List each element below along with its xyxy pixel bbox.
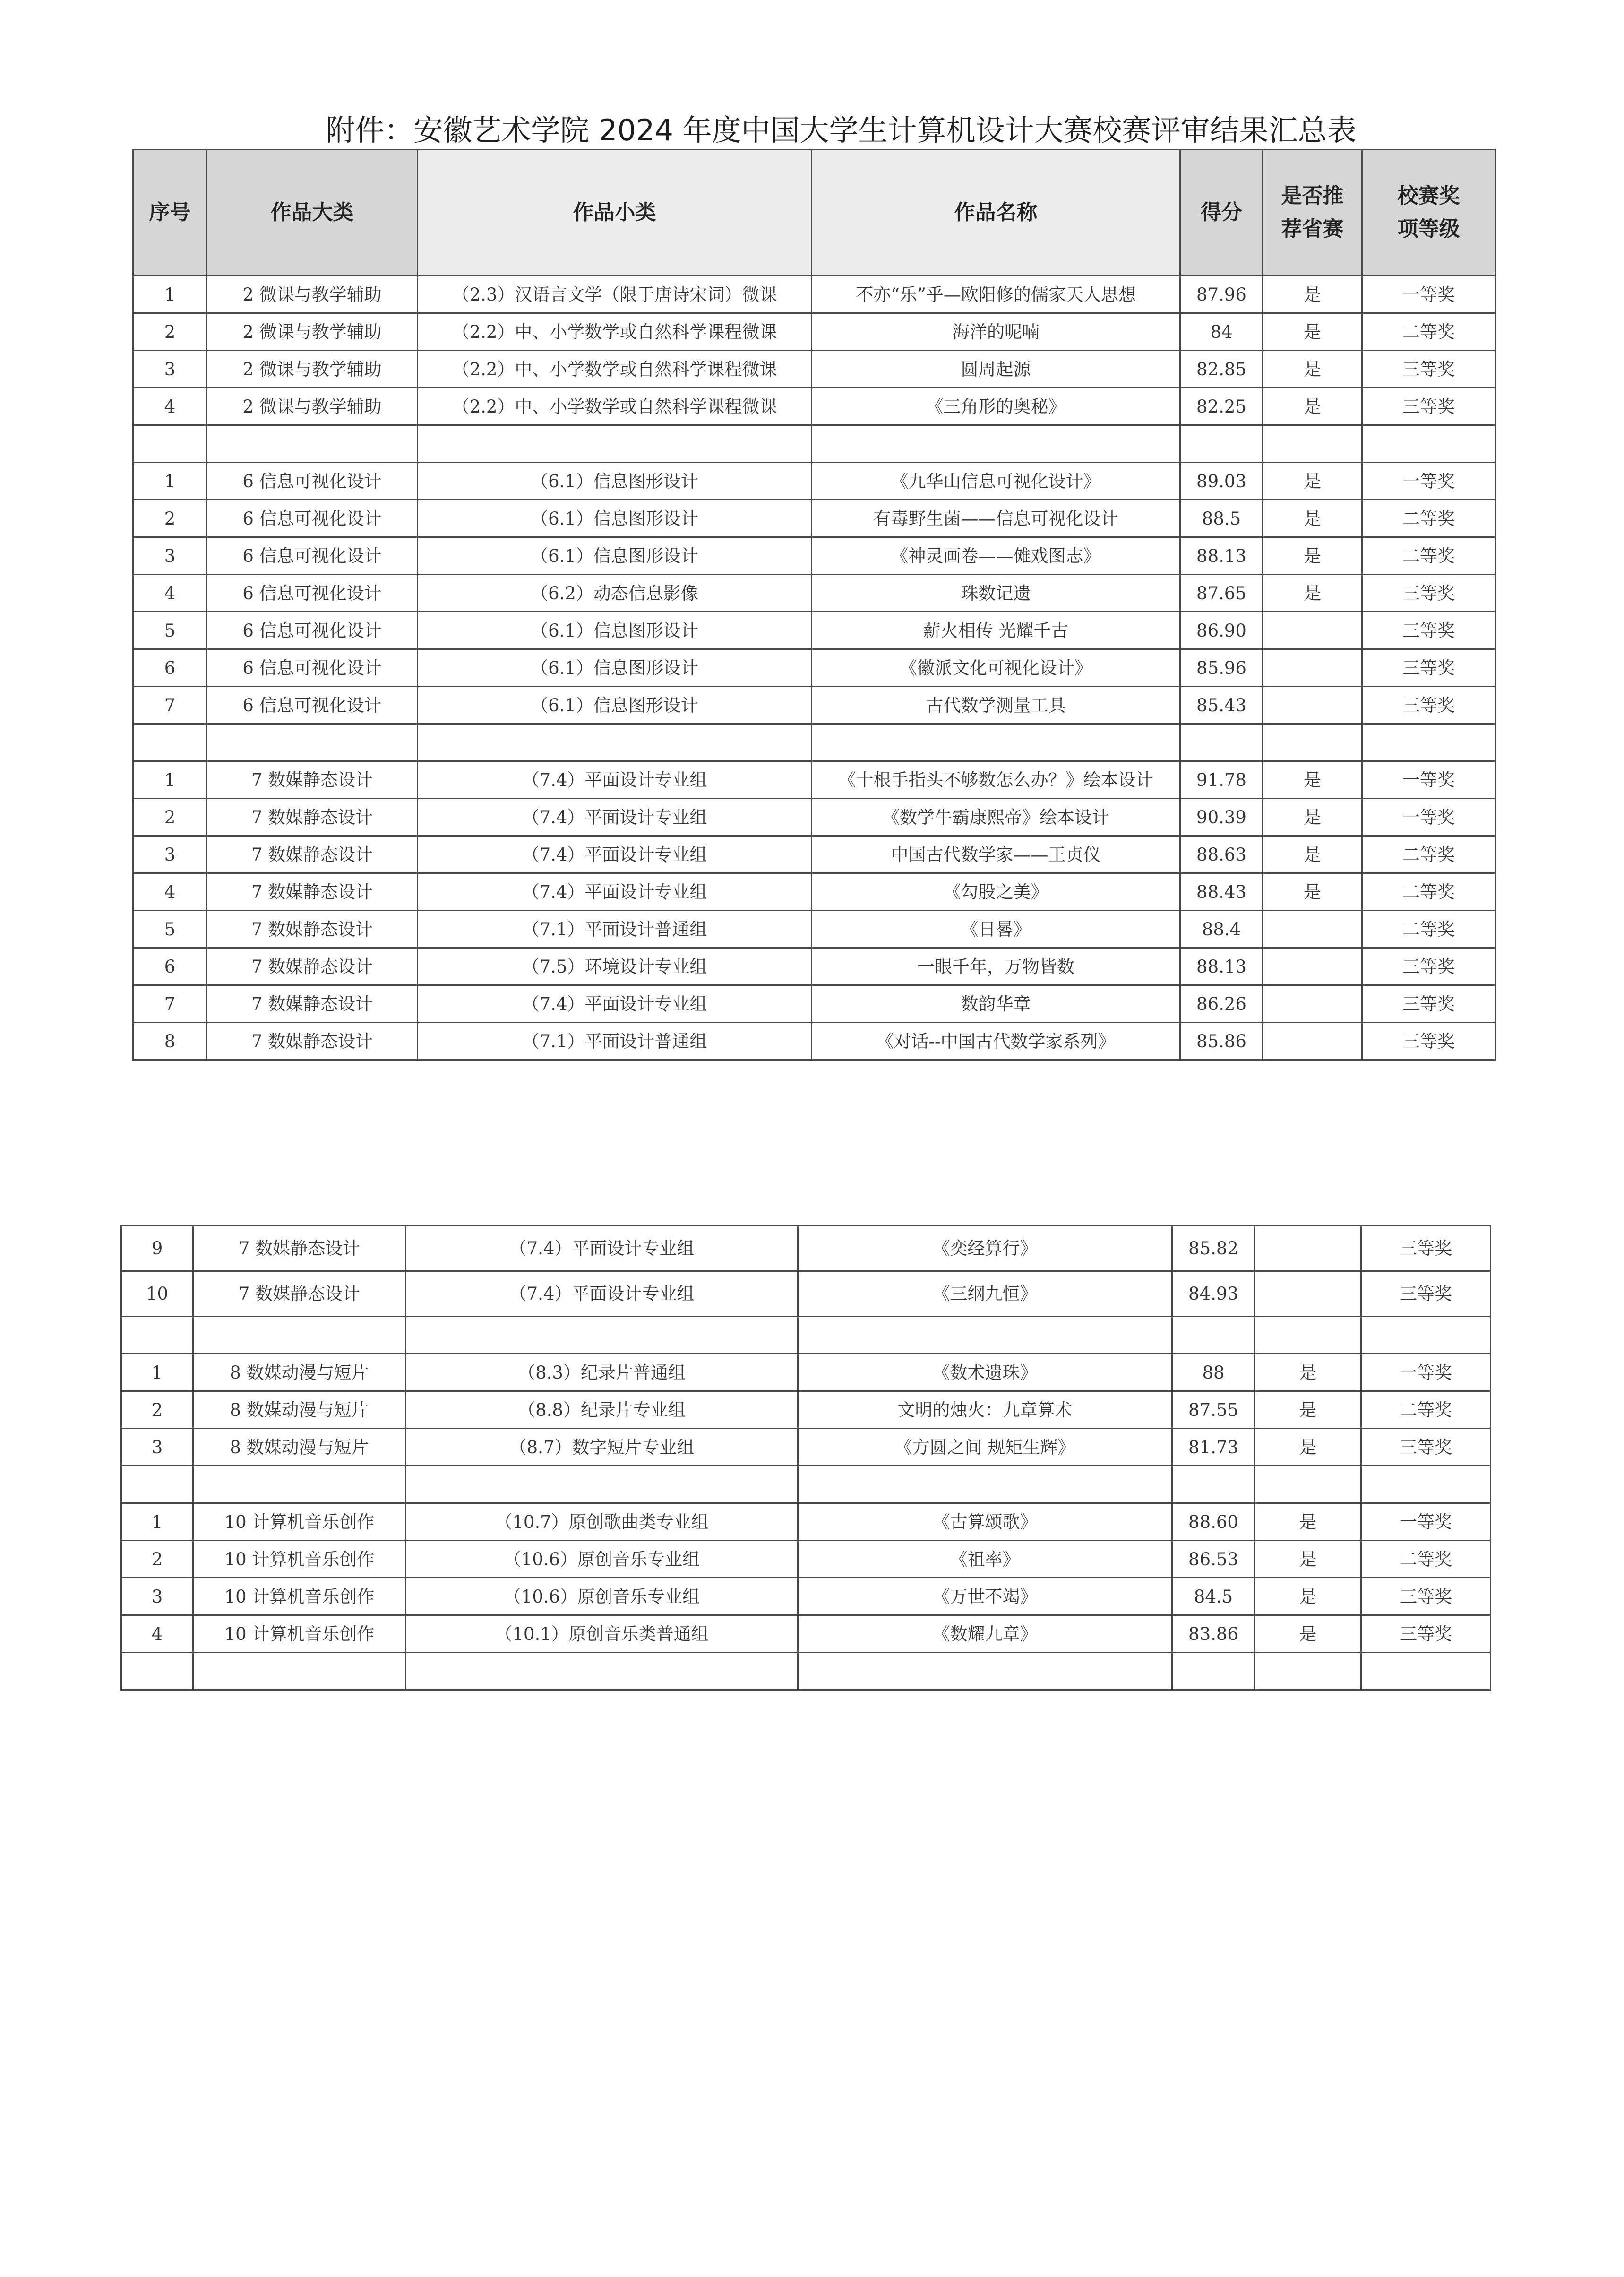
cell-category: 10 计算机音乐创作 bbox=[193, 1503, 406, 1541]
cell-subcategory: （10.1）原创音乐类普通组 bbox=[406, 1615, 798, 1653]
cell-subcategory: （10.6）原创音乐专业组 bbox=[406, 1578, 798, 1615]
table-row bbox=[121, 1541, 1491, 1578]
cell-seq: 3 bbox=[133, 836, 207, 873]
empty-cell bbox=[193, 1466, 406, 1503]
empty-cell bbox=[1255, 1466, 1361, 1503]
cell-award: 三等奖 bbox=[1361, 1615, 1491, 1653]
cell-name: 《九华山信息可视化设计》 bbox=[812, 463, 1180, 500]
cell-award: 一等奖 bbox=[1362, 761, 1495, 799]
empty-cell bbox=[121, 1317, 193, 1354]
cell-recommend: 是 bbox=[1263, 500, 1362, 537]
cell-name: 《数耀九章》 bbox=[798, 1615, 1172, 1653]
cell-score: 84.5 bbox=[1172, 1578, 1255, 1615]
cell-seq: 7 bbox=[133, 687, 207, 724]
table-row bbox=[133, 1023, 1495, 1060]
cell-recommend: 是 bbox=[1263, 575, 1362, 612]
results-table-bottom bbox=[120, 1225, 1491, 1690]
table-row bbox=[121, 1354, 1491, 1391]
table-row bbox=[133, 612, 1495, 649]
cell-seq: 4 bbox=[121, 1615, 193, 1653]
cell-score: 85.96 bbox=[1180, 649, 1263, 687]
cell-category: 2 微课与教学辅助 bbox=[207, 276, 418, 313]
cell-award: 一等奖 bbox=[1362, 276, 1495, 313]
cell-name: 珠数记遗 bbox=[812, 575, 1180, 612]
table-row bbox=[133, 836, 1495, 873]
cell-name: 中国古代数学家——王贞仪 bbox=[812, 836, 1180, 873]
table-row bbox=[133, 985, 1495, 1023]
cell-seq: 6 bbox=[133, 649, 207, 687]
table-row bbox=[121, 1271, 1491, 1317]
cell-score: 91.78 bbox=[1180, 761, 1263, 799]
cell-seq: 2 bbox=[133, 500, 207, 537]
cell-category: 6 信息可视化设计 bbox=[207, 575, 418, 612]
header-score: 得分 bbox=[1180, 150, 1263, 276]
cell-subcategory: （7.4）平面设计专业组 bbox=[418, 836, 812, 873]
cell-subcategory: （7.4）平面设计专业组 bbox=[418, 761, 812, 799]
table-row bbox=[133, 537, 1495, 575]
cell-award: 二等奖 bbox=[1362, 873, 1495, 911]
cell-score: 88.5 bbox=[1180, 500, 1263, 537]
cell-recommend bbox=[1263, 948, 1362, 985]
empty-cell bbox=[1362, 724, 1495, 761]
empty-cell bbox=[798, 1653, 1172, 1690]
cell-recommend: 是 bbox=[1255, 1391, 1361, 1429]
cell-recommend bbox=[1263, 612, 1362, 649]
cell-subcategory: （7.4）平面设计专业组 bbox=[418, 799, 812, 836]
empty-cell bbox=[1172, 1653, 1255, 1690]
cell-recommend: 是 bbox=[1263, 388, 1362, 425]
header-recommend bbox=[1263, 150, 1362, 276]
empty-cell bbox=[418, 724, 812, 761]
header-award-line2: 项等级 bbox=[1397, 217, 1460, 241]
cell-category: 10 计算机音乐创作 bbox=[193, 1578, 406, 1615]
cell-subcategory: （7.4）平面设计专业组 bbox=[406, 1271, 798, 1317]
cell-seq: 5 bbox=[133, 911, 207, 948]
cell-recommend: 是 bbox=[1263, 463, 1362, 500]
cell-seq: 3 bbox=[133, 351, 207, 388]
cell-score: 88.4 bbox=[1180, 911, 1263, 948]
empty-cell bbox=[418, 425, 812, 463]
cell-subcategory: （7.4）平面设计专业组 bbox=[418, 985, 812, 1023]
cell-subcategory: （2.2）中、小学数学或自然科学课程微课 bbox=[418, 388, 812, 425]
cell-seq: 3 bbox=[121, 1578, 193, 1615]
cell-subcategory: （6.1）信息图形设计 bbox=[418, 463, 812, 500]
empty-cell bbox=[207, 425, 418, 463]
cell-seq: 5 bbox=[133, 612, 207, 649]
cell-seq: 4 bbox=[133, 873, 207, 911]
page-title: 附件：安徽艺术学院 2024 年度中国大学生计算机设计大赛校赛评审结果汇总表 bbox=[326, 113, 1357, 147]
cell-award: 二等奖 bbox=[1362, 836, 1495, 873]
cell-seq: 7 bbox=[133, 985, 207, 1023]
cell-subcategory: （6.1）信息图形设计 bbox=[418, 649, 812, 687]
cell-seq: 1 bbox=[121, 1503, 193, 1541]
cell-recommend bbox=[1263, 649, 1362, 687]
cell-name: 薪火相传 光耀千古 bbox=[812, 612, 1180, 649]
cell-score: 86.53 bbox=[1172, 1541, 1255, 1578]
cell-score: 90.39 bbox=[1180, 799, 1263, 836]
cell-category: 7 数媒静态设计 bbox=[207, 799, 418, 836]
cell-seq: 2 bbox=[133, 313, 207, 351]
cell-recommend: 是 bbox=[1263, 313, 1362, 351]
table-row bbox=[121, 1226, 1491, 1271]
empty-cell bbox=[812, 724, 1180, 761]
cell-score: 88.43 bbox=[1180, 873, 1263, 911]
cell-name: 《祖率》 bbox=[798, 1541, 1172, 1578]
table-row bbox=[133, 351, 1495, 388]
header-subcategory: 作品小类 bbox=[418, 150, 812, 276]
header-row bbox=[133, 150, 1495, 276]
cell-score: 87.96 bbox=[1180, 276, 1263, 313]
cell-category: 7 数媒静态设计 bbox=[207, 1023, 418, 1060]
cell-award: 三等奖 bbox=[1362, 575, 1495, 612]
cell-category: 6 信息可视化设计 bbox=[207, 463, 418, 500]
cell-seq: 3 bbox=[121, 1429, 193, 1466]
header-award-line1: 校赛奖 bbox=[1397, 183, 1460, 208]
table-row bbox=[121, 1429, 1491, 1466]
empty-cell bbox=[1361, 1653, 1491, 1690]
cell-award: 一等奖 bbox=[1362, 799, 1495, 836]
cell-category: 7 数媒静态设计 bbox=[193, 1271, 406, 1317]
cell-name: 《数术遗珠》 bbox=[798, 1354, 1172, 1391]
empty-cell bbox=[121, 1653, 193, 1690]
table-row bbox=[133, 313, 1495, 351]
table-row bbox=[121, 1578, 1491, 1615]
cell-recommend: 是 bbox=[1263, 537, 1362, 575]
spacer-row bbox=[121, 1466, 1491, 1503]
cell-score: 89.03 bbox=[1180, 463, 1263, 500]
cell-award: 三等奖 bbox=[1362, 985, 1495, 1023]
cell-name: 数韵华章 bbox=[812, 985, 1180, 1023]
cell-recommend: 是 bbox=[1255, 1615, 1361, 1653]
cell-subcategory: （7.4）平面设计专业组 bbox=[406, 1226, 798, 1271]
cell-category: 2 微课与教学辅助 bbox=[207, 313, 418, 351]
table-row bbox=[121, 1503, 1491, 1541]
table-row bbox=[133, 463, 1495, 500]
table-row bbox=[133, 388, 1495, 425]
cell-category: 6 信息可视化设计 bbox=[207, 500, 418, 537]
cell-name: 《三角形的奥秘》 bbox=[812, 388, 1180, 425]
cell-category: 6 信息可视化设计 bbox=[207, 612, 418, 649]
empty-cell bbox=[1263, 425, 1362, 463]
cell-subcategory: （6.2）动态信息影像 bbox=[418, 575, 812, 612]
table-row bbox=[133, 873, 1495, 911]
table-row bbox=[133, 761, 1495, 799]
cell-name: 有毒野生菌——信息可视化设计 bbox=[812, 500, 1180, 537]
empty-cell bbox=[207, 724, 418, 761]
cell-score: 87.55 bbox=[1172, 1391, 1255, 1429]
cell-category: 8 数媒动漫与短片 bbox=[193, 1429, 406, 1466]
cell-award: 三等奖 bbox=[1361, 1578, 1491, 1615]
cell-subcategory: （7.1）平面设计普通组 bbox=[418, 1023, 812, 1060]
cell-recommend: 是 bbox=[1255, 1429, 1361, 1466]
empty-cell bbox=[406, 1653, 798, 1690]
empty-cell bbox=[193, 1653, 406, 1690]
cell-seq: 8 bbox=[133, 1023, 207, 1060]
cell-subcategory: （7.4）平面设计专业组 bbox=[418, 873, 812, 911]
cell-subcategory: （8.8）纪录片专业组 bbox=[406, 1391, 798, 1429]
cell-award: 三等奖 bbox=[1362, 649, 1495, 687]
cell-subcategory: （7.5）环境设计专业组 bbox=[418, 948, 812, 985]
results-table-top bbox=[132, 149, 1496, 1061]
cell-category: 6 信息可视化设计 bbox=[207, 649, 418, 687]
cell-award: 三等奖 bbox=[1362, 1023, 1495, 1060]
cell-score: 84 bbox=[1180, 313, 1263, 351]
empty-cell bbox=[406, 1317, 798, 1354]
cell-name: 古代数学测量工具 bbox=[812, 687, 1180, 724]
empty-cell bbox=[1361, 1317, 1491, 1354]
cell-name: 《数学牛霸康熙帝》绘本设计 bbox=[812, 799, 1180, 836]
cell-award: 二等奖 bbox=[1361, 1391, 1491, 1429]
spacer-row bbox=[133, 724, 1495, 761]
cell-category: 7 数媒静态设计 bbox=[207, 948, 418, 985]
cell-category: 7 数媒静态设计 bbox=[207, 985, 418, 1023]
cell-award: 一等奖 bbox=[1361, 1354, 1491, 1391]
cell-award: 二等奖 bbox=[1362, 313, 1495, 351]
cell-award: 三等奖 bbox=[1362, 687, 1495, 724]
cell-name: 不亦“乐”乎—欧阳修的儒家天人思想 bbox=[812, 276, 1180, 313]
cell-seq: 1 bbox=[133, 463, 207, 500]
cell-name: 《日晷》 bbox=[812, 911, 1180, 948]
cell-subcategory: （6.1）信息图形设计 bbox=[418, 612, 812, 649]
cell-seq: 1 bbox=[133, 276, 207, 313]
cell-seq: 4 bbox=[133, 388, 207, 425]
cell-recommend bbox=[1263, 911, 1362, 948]
cell-subcategory: （2.2）中、小学数学或自然科学课程微课 bbox=[418, 313, 812, 351]
cell-recommend: 是 bbox=[1263, 351, 1362, 388]
cell-award: 二等奖 bbox=[1361, 1541, 1491, 1578]
table-row bbox=[121, 1615, 1491, 1653]
cell-name: 《神灵画卷——傩戏图志》 bbox=[812, 537, 1180, 575]
cell-subcategory: （6.1）信息图形设计 bbox=[418, 500, 812, 537]
cell-name: 《奕经算行》 bbox=[798, 1226, 1172, 1271]
cell-award: 二等奖 bbox=[1362, 500, 1495, 537]
cell-subcategory: （6.1）信息图形设计 bbox=[418, 537, 812, 575]
spacer-row bbox=[133, 425, 1495, 463]
cell-subcategory: （2.3）汉语言文学（限于唐诗宋词）微课 bbox=[418, 276, 812, 313]
spacer-row bbox=[121, 1653, 1491, 1690]
cell-name: 《万世不竭》 bbox=[798, 1578, 1172, 1615]
cell-category: 2 微课与教学辅助 bbox=[207, 388, 418, 425]
cell-name: 《三纲九恒》 bbox=[798, 1271, 1172, 1317]
cell-recommend: 是 bbox=[1263, 276, 1362, 313]
cell-recommend: 是 bbox=[1255, 1354, 1361, 1391]
cell-score: 81.73 bbox=[1172, 1429, 1255, 1466]
empty-cell bbox=[1172, 1317, 1255, 1354]
empty-cell bbox=[798, 1466, 1172, 1503]
cell-score: 85.43 bbox=[1180, 687, 1263, 724]
cell-category: 7 数媒静态设计 bbox=[207, 761, 418, 799]
cell-score: 85.82 bbox=[1172, 1226, 1255, 1271]
header-name: 作品名称 bbox=[812, 150, 1180, 276]
cell-score: 87.65 bbox=[1180, 575, 1263, 612]
cell-award: 一等奖 bbox=[1361, 1503, 1491, 1541]
cell-recommend bbox=[1255, 1271, 1361, 1317]
cell-seq: 1 bbox=[133, 761, 207, 799]
table-row bbox=[133, 799, 1495, 836]
cell-subcategory: （7.1）平面设计普通组 bbox=[418, 911, 812, 948]
cell-recommend: 是 bbox=[1255, 1503, 1361, 1541]
table-row bbox=[133, 276, 1495, 313]
cell-award: 一等奖 bbox=[1362, 463, 1495, 500]
cell-subcategory: （10.6）原创音乐专业组 bbox=[406, 1541, 798, 1578]
cell-seq: 4 bbox=[133, 575, 207, 612]
cell-award: 二等奖 bbox=[1362, 911, 1495, 948]
empty-cell bbox=[1180, 425, 1263, 463]
empty-cell bbox=[121, 1466, 193, 1503]
cell-score: 85.86 bbox=[1180, 1023, 1263, 1060]
table-row bbox=[133, 649, 1495, 687]
cell-seq: 1 bbox=[121, 1354, 193, 1391]
cell-score: 86.90 bbox=[1180, 612, 1263, 649]
empty-cell bbox=[1263, 724, 1362, 761]
empty-cell bbox=[193, 1317, 406, 1354]
cell-name: 一眼千年，万物皆数 bbox=[812, 948, 1180, 985]
empty-cell bbox=[1255, 1653, 1361, 1690]
cell-seq: 2 bbox=[133, 799, 207, 836]
header-category: 作品大类 bbox=[207, 150, 418, 276]
cell-category: 6 信息可视化设计 bbox=[207, 537, 418, 575]
table-row bbox=[133, 948, 1495, 985]
empty-cell bbox=[1255, 1317, 1361, 1354]
cell-recommend: 是 bbox=[1263, 836, 1362, 873]
empty-cell bbox=[1180, 724, 1263, 761]
table-row bbox=[121, 1391, 1491, 1429]
cell-category: 6 信息可视化设计 bbox=[207, 687, 418, 724]
table-row bbox=[133, 687, 1495, 724]
cell-category: 2 微课与教学辅助 bbox=[207, 351, 418, 388]
cell-score: 88.63 bbox=[1180, 836, 1263, 873]
cell-name: 《徽派文化可视化设计》 bbox=[812, 649, 1180, 687]
cell-recommend: 是 bbox=[1255, 1578, 1361, 1615]
cell-score: 88.13 bbox=[1180, 537, 1263, 575]
header-recommend-line2: 荐省赛 bbox=[1281, 217, 1344, 241]
cell-award: 三等奖 bbox=[1362, 388, 1495, 425]
table-row bbox=[133, 575, 1495, 612]
cell-recommend: 是 bbox=[1263, 799, 1362, 836]
cell-recommend bbox=[1255, 1226, 1361, 1271]
cell-score: 83.86 bbox=[1172, 1615, 1255, 1653]
cell-award: 二等奖 bbox=[1362, 537, 1495, 575]
empty-cell bbox=[1172, 1466, 1255, 1503]
cell-recommend bbox=[1263, 1023, 1362, 1060]
cell-name: 《勾股之美》 bbox=[812, 873, 1180, 911]
cell-subcategory: （10.7）原创歌曲类专业组 bbox=[406, 1503, 798, 1541]
cell-name: 海洋的呢喃 bbox=[812, 313, 1180, 351]
cell-name: 《对话--中国古代数学家系列》 bbox=[812, 1023, 1180, 1060]
cell-category: 10 计算机音乐创作 bbox=[193, 1615, 406, 1653]
cell-score: 88.13 bbox=[1180, 948, 1263, 985]
cell-category: 7 数媒静态设计 bbox=[207, 911, 418, 948]
empty-cell bbox=[1362, 425, 1495, 463]
cell-recommend bbox=[1263, 985, 1362, 1023]
cell-name: 文明的烛火：九章算术 bbox=[798, 1391, 1172, 1429]
cell-score: 82.85 bbox=[1180, 351, 1263, 388]
empty-cell bbox=[1361, 1466, 1491, 1503]
cell-award: 三等奖 bbox=[1361, 1271, 1491, 1317]
cell-recommend: 是 bbox=[1263, 873, 1362, 911]
cell-seq: 6 bbox=[133, 948, 207, 985]
empty-cell bbox=[798, 1317, 1172, 1354]
cell-award: 三等奖 bbox=[1362, 948, 1495, 985]
cell-seq: 2 bbox=[121, 1391, 193, 1429]
cell-recommend bbox=[1263, 687, 1362, 724]
cell-award: 三等奖 bbox=[1362, 612, 1495, 649]
table-row bbox=[133, 911, 1495, 948]
cell-seq: 10 bbox=[121, 1271, 193, 1317]
cell-name: 《十根手指头不够数怎么办？》绘本设计 bbox=[812, 761, 1180, 799]
cell-award: 三等奖 bbox=[1361, 1429, 1491, 1466]
header-seq: 序号 bbox=[133, 150, 207, 276]
cell-category: 7 数媒静态设计 bbox=[207, 873, 418, 911]
empty-cell bbox=[133, 425, 207, 463]
cell-name: 圆周起源 bbox=[812, 351, 1180, 388]
cell-recommend: 是 bbox=[1255, 1541, 1361, 1578]
empty-cell bbox=[812, 425, 1180, 463]
spacer-row bbox=[121, 1317, 1491, 1354]
cell-category: 8 数媒动漫与短片 bbox=[193, 1391, 406, 1429]
cell-award: 三等奖 bbox=[1362, 351, 1495, 388]
cell-recommend: 是 bbox=[1263, 761, 1362, 799]
cell-award: 三等奖 bbox=[1361, 1226, 1491, 1271]
cell-name: 《古算颂歌》 bbox=[798, 1503, 1172, 1541]
cell-subcategory: （8.3）纪录片普通组 bbox=[406, 1354, 798, 1391]
cell-seq: 2 bbox=[121, 1541, 193, 1578]
cell-score: 88 bbox=[1172, 1354, 1255, 1391]
cell-subcategory: （8.7）数字短片专业组 bbox=[406, 1429, 798, 1466]
cell-score: 82.25 bbox=[1180, 388, 1263, 425]
cell-subcategory: （6.1）信息图形设计 bbox=[418, 687, 812, 724]
cell-subcategory: （2.2）中、小学数学或自然科学课程微课 bbox=[418, 351, 812, 388]
cell-seq: 9 bbox=[121, 1226, 193, 1271]
header-award bbox=[1362, 150, 1495, 276]
cell-score: 88.60 bbox=[1172, 1503, 1255, 1541]
cell-seq: 3 bbox=[133, 537, 207, 575]
cell-category: 7 数媒静态设计 bbox=[207, 836, 418, 873]
cell-category: 8 数媒动漫与短片 bbox=[193, 1354, 406, 1391]
header-recommend-line1: 是否推 bbox=[1281, 183, 1344, 208]
empty-cell bbox=[406, 1466, 798, 1503]
cell-name: 《方圆之间 规矩生辉》 bbox=[798, 1429, 1172, 1466]
cell-category: 7 数媒静态设计 bbox=[193, 1226, 406, 1271]
table-row bbox=[133, 500, 1495, 537]
cell-score: 86.26 bbox=[1180, 985, 1263, 1023]
empty-cell bbox=[133, 724, 207, 761]
cell-category: 10 计算机音乐创作 bbox=[193, 1541, 406, 1578]
cell-score: 84.93 bbox=[1172, 1271, 1255, 1317]
